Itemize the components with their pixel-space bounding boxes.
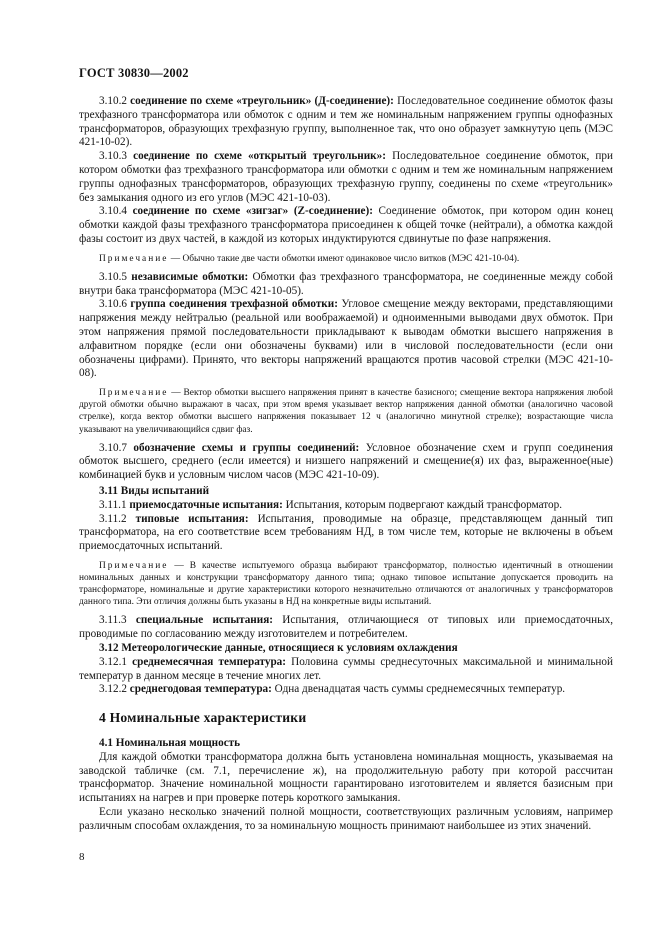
clause-3-11-2: 3.11.2 типовые испытания: Испытания, проводимые на образце, представляющем данный тип трансформатора, на его соответствие всем требованиям НД, в том числе тем, которые не включены в объем приемосдаточных испытаний. (79, 512, 613, 553)
clause-3-10-5: 3.10.5 независимые обмотки: Обмотки фаз трехфазного трансформатора, не соединенные между собой внутри бака трансформатора (МЭС 421-10-05). (79, 270, 614, 297)
note-1: Примечание — Обычно такие две части обмотки имеют одинаковое число витков (МЭС 421-10-04). (99, 253, 520, 264)
clause-3-10-6: 3.10.6 группа соединения трехфазной обмотки: Угловое смещение между векторами, представляющими напряжения между нейтралью (реальной или воображаемой) и одноименными выводами двух обмоток. При этом напряжения прямой последовательности прикладывают к выводам обмотки высшего напряжения в алфавитном порядке (если они обозначены буквами) или в числовой последовательности (если они обозначены цифрами). Принято, что векторы напряжений вращаются против часовой стрелки (МЭС 421-10-08). (79, 298, 613, 380)
heading-4-1: 4.1 Номинальная мощность (99, 736, 241, 749)
document-body (79, 95, 613, 834)
clause-3-12-1: 3.12.1 среднемесячная температура: Половина суммы среднесуточных максимальной и минимальной температур в данном месяце в течение многих лет. (79, 655, 613, 682)
note-3: Примечание — В качестве испытуемого образца выбирают трансформатор, полностью идентичный в отношении номинальных данных и конструкции трансформатору данного типа; однако типовое испытание допускается проводить на трансформаторе, номинальные и другие характеристики которого незначительно отличаются от аналогичных у трансформаторов данного типа. Эти отличия должны быть указаны в НД на конкретные виды испытаний. (79, 560, 613, 608)
clause-3-12-2: 3.12.2 среднегодовая температура: Одна двенадцатая часть суммы среднемесячных температур. (99, 683, 566, 696)
clause-3-10-7: 3.10.7 обозначение схемы и группы соединений: Условное обозначение схем и групп соединения обмоток высшего, среднего (если имеется) и низшего напряжений и смещение(я) их фаз, выраженное(ные) комбинацией букв и условным числом часов (МЭС 421-10-09). (79, 441, 613, 482)
page-number: 8 (79, 851, 85, 863)
section-4-heading: 4 Номинальные характеристики (99, 710, 307, 726)
clause-3-10-4: 3.10.4 соединение по схеме «зигзаг» (Z-соединение): Соединение обмоток, при котором один конец обмотки каждой фазы трехфазного трансформатора присоединен к общей точке (нейтрали), а обмотка каждой фазы состоит из двух частей, в каждой из которых индуктируются сдвинутые по фазе напряжения. (79, 205, 613, 245)
clause-3-11-1: 3.11.1 приемосдаточные испытания: Испытания, которым подвергают каждый трансформатор. (99, 498, 562, 511)
document-header: ГОСТ 30830—2002 (79, 66, 189, 80)
note-2: Примечание — Вектор обмотки высшего напряжения принят в качестве базисного; смещение вектора напряжения любой другой обмотки обычно выражают в часах, при этом время указывает вектор напряжения данной обмотки (аналогично часовой стрелке), когда вектор обмотки высшего напряжения показывает 12 ч (аналогично минутной стрелке); возрастающие числа указывают на увеличивающийся сдвиг фаз. (79, 388, 613, 435)
clause-3-11-3: 3.11.3 специальные испытания: Испытания, отличающиеся от типовых или приемосдаточных, проводимые по согласованию между изготовителем и потребителем. (79, 614, 613, 641)
clause-3-10-2: 3.10.2 соединение по схеме «треугольник» (Д-соединение): Последовательное соединение обмоток фазы трехфазного трансформатора или обмоток с одним и тем же номинальным напряжением группы однофазных трансформаторов, образующих трехфазную группу, выполненное так, что оно образует замкнутую цепь (МЭС 421-10-02). (79, 95, 613, 149)
paragraph-4-1-a: Для каждой обмотки трансформатора должна быть установлена номинальная мощность, указываемая на заводской табличке (см. 7.1, перечисление ж), на продолжительную работу при которой рассчитан трансформатор. Значение номинальной мощности гарантировано изготовителем и является базисным при испытаниях на нагрев и при проверке потерь короткого замыкания. (79, 750, 613, 805)
clause-3-10-3: 3.10.3 соединение по схеме «открытый треугольник»: Последовательное соединение обмоток, при котором обмотки фаз трехфазного трансформатора или обмотки с одним и тем же номинальным напряжением группы однофазных трансформаторов, образующих трехфазную группу, соединены по схеме «треугольник» без замыкания одного из его углов (МЭС 421-10-03). (79, 150, 614, 204)
heading-3-11: 3.11 Виды испытаний (99, 485, 210, 497)
heading-3-12: 3.12 Метеорологические данные, относящиеся к условиям охлаждения (99, 641, 458, 654)
paragraph-4-1-b: Если указано несколько значений полной мощности, соответствующих различным условиям, например различным способам охлаждения, то за номинальную мощность принимают наибольшее из этих значений. (79, 805, 613, 832)
